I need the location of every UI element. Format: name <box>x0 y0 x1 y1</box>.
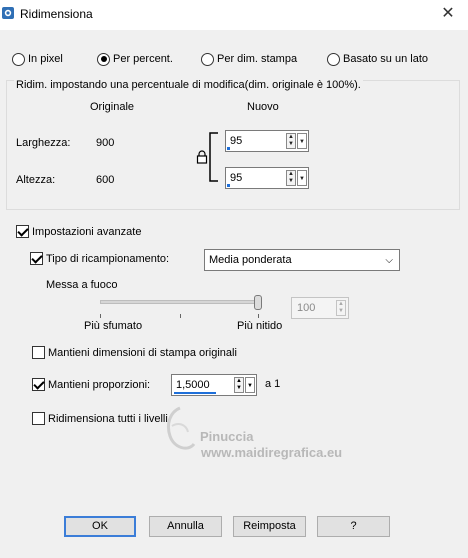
focus-label: Messa a fuoco <box>46 279 118 291</box>
checkbox-label: Tipo di ricampionamento: <box>46 252 170 265</box>
slider-tick <box>100 314 101 318</box>
close-icon[interactable]: ✕ <box>441 5 455 22</box>
checkbox-box[interactable] <box>16 225 29 238</box>
height-label: Altezza: <box>16 174 56 186</box>
radio-indicator[interactable] <box>201 53 214 66</box>
watermark-site: www.maidiregrafica.eu <box>201 445 343 460</box>
height-original-value: 600 <box>96 174 115 186</box>
checkbox-box[interactable] <box>30 252 43 265</box>
width-new-input[interactable] <box>225 130 309 152</box>
checkbox-label: Ridimensiona tutti i livelli <box>48 412 168 425</box>
focus-max-label: Più nitido <box>237 320 283 332</box>
radio-label: Per percent. <box>113 53 173 65</box>
checkbox-box[interactable] <box>32 378 45 391</box>
resample-checkbox[interactable] <box>30 252 169 265</box>
field-marker <box>227 184 230 187</box>
radio-label: Basato su un lato <box>343 53 429 65</box>
watermark-name: Pinuccia <box>200 429 254 444</box>
radio-per-percent[interactable] <box>97 51 173 67</box>
slider-tick <box>258 314 259 318</box>
groupbox-caption: Ridim. impostando una percentuale di modifica(dim. originale è 100%). <box>16 79 361 91</box>
width-label: Larghezza: <box>16 137 71 149</box>
ratio-input[interactable] <box>171 374 257 396</box>
watermark-logo <box>160 404 200 456</box>
radio-label: Per dim. stampa <box>217 53 298 65</box>
chevron-down-icon[interactable]: ▼ <box>245 377 255 393</box>
checkbox-label: Impostazioni avanzate <box>32 225 142 238</box>
height-new-input[interactable] <box>225 167 309 189</box>
radio-label: In pixel <box>28 53 63 65</box>
column-original: Originale <box>90 101 135 113</box>
chevron-down-icon[interactable]: ⌵ <box>385 255 393 266</box>
radio-indicator[interactable] <box>12 53 25 66</box>
help-button[interactable]: ? <box>317 516 390 537</box>
spin-arrows-icon[interactable]: ▲ ▼ <box>234 377 244 393</box>
lock-icon[interactable] <box>196 150 208 164</box>
keep-ratio-checkbox[interactable] <box>32 378 150 391</box>
advanced-settings-checkbox[interactable] <box>16 225 141 238</box>
field-marker <box>174 392 216 394</box>
radio-basato-su-lato[interactable] <box>327 51 428 67</box>
reset-button[interactable]: Reimposta <box>233 516 306 537</box>
resample-type-select[interactable] <box>204 249 400 271</box>
field-marker <box>227 147 230 150</box>
radio-indicator[interactable] <box>327 53 340 66</box>
ok-button[interactable]: OK <box>64 516 136 537</box>
width-new-value[interactable]: 95 <box>230 135 243 147</box>
app-icon <box>1 6 15 20</box>
focus-min-label: Più sfumato <box>84 320 143 332</box>
keep-print-size-checkbox[interactable] <box>32 346 237 359</box>
column-new: Nuovo <box>247 101 279 113</box>
cancel-button[interactable]: Annulla <box>149 516 222 537</box>
spin-arrows-icon: ▲ ▼ <box>336 300 346 316</box>
checkbox-box[interactable] <box>32 346 45 359</box>
spin-arrows-icon[interactable]: ▲ ▼ <box>286 170 296 186</box>
checkbox-box[interactable] <box>32 412 45 425</box>
chevron-down-icon[interactable]: ▼ <box>297 133 307 149</box>
height-new-value[interactable]: 95 <box>230 172 243 184</box>
focus-slider-thumb[interactable] <box>254 295 262 310</box>
checkbox-label: Mantieni proporzioni: <box>48 378 151 391</box>
resize-all-layers-checkbox[interactable] <box>32 412 168 425</box>
focus-value-input <box>291 297 349 319</box>
width-original-value: 900 <box>96 137 115 149</box>
ratio-suffix: a 1 <box>265 378 281 390</box>
checkbox-label: Mantieni dimensioni di stampa originali <box>48 346 237 359</box>
focus-slider-track[interactable] <box>100 300 260 304</box>
radio-per-dim-stampa[interactable] <box>201 51 297 67</box>
radio-indicator[interactable] <box>97 53 110 66</box>
focus-value: 100 <box>297 302 316 314</box>
spin-arrows-icon[interactable]: ▲ ▼ <box>286 133 296 149</box>
chevron-down-icon[interactable]: ▼ <box>297 170 307 186</box>
window-title: Ridimensiona <box>20 7 93 21</box>
ratio-value[interactable]: 1,5000 <box>176 379 210 391</box>
slider-tick <box>180 314 181 318</box>
radio-in-pixel[interactable] <box>12 51 63 67</box>
select-value: Media ponderata <box>209 254 292 266</box>
